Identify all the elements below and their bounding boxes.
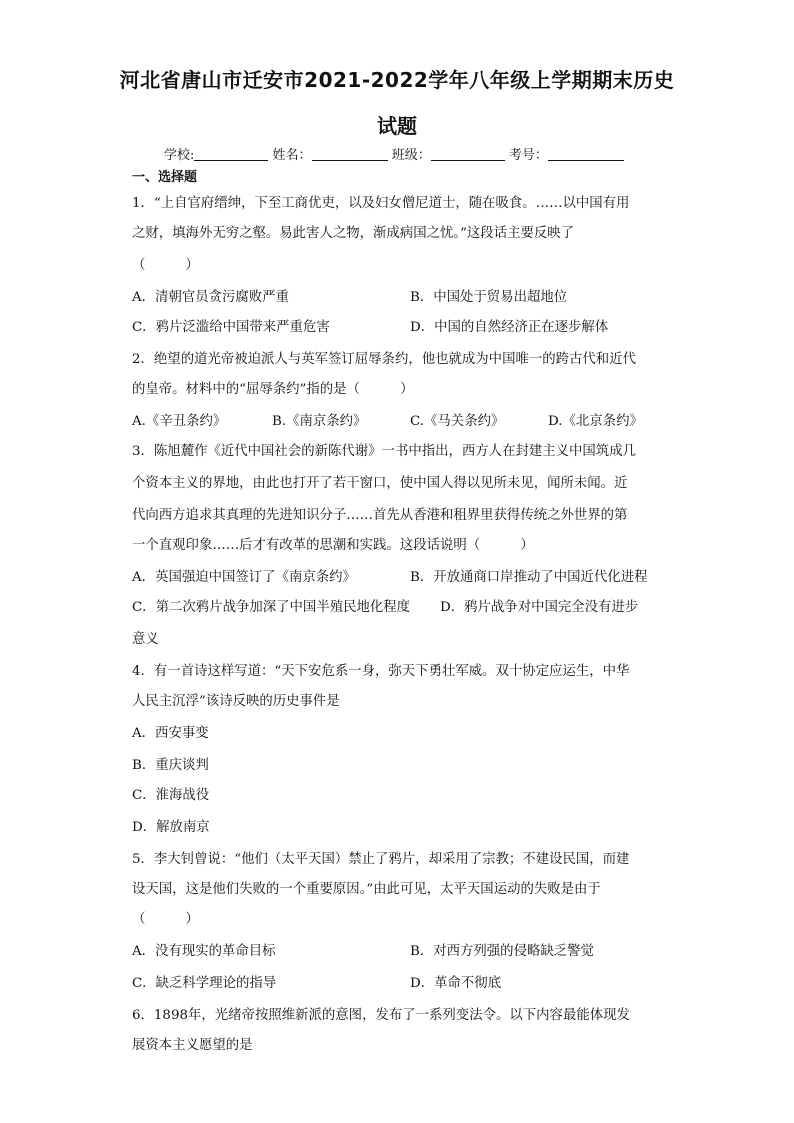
question-3-option-a[interactable]: A．英国强迫中国签订了《南京条约》 xyxy=(132,570,356,585)
question-3-option-d-continued: 意义 xyxy=(132,632,159,647)
question-3-line-3: 代向西方追求其真理的先进知识分子……首先从香港和租界里获得传统之外世界的第 xyxy=(132,508,628,523)
question-5-line-2: 设天国，这是他们失败的一个重要原因。”由此可见，太平天国运动的失败是由于 xyxy=(132,882,601,897)
class-field[interactable] xyxy=(431,148,505,161)
section-heading: 一、选择题 xyxy=(132,170,198,185)
question-4-option-c[interactable]: C．淮海战役 xyxy=(132,788,210,803)
question-1-line-3: （ ） xyxy=(132,258,199,273)
question-5-line-3: （ ） xyxy=(132,912,199,927)
question-5-option-c[interactable]: C．缺乏科学理论的指导 xyxy=(132,976,277,991)
question-2-line-2: 的皇帝。材料中的“屈辱条约”指的是（ ） xyxy=(132,382,414,397)
question-1-option-c[interactable]: C．鸦片泛滥给中国带来严重危害 xyxy=(132,320,330,335)
question-2-line-1: 2．绝望的道光帝被迫派人与英军签订屈辱条约，他也就成为中国唯一的跨古代和近代 xyxy=(132,352,636,367)
question-1-option-d[interactable]: D．中国的自然经济正在逐步解体 xyxy=(410,320,609,335)
class-label: 班级： xyxy=(391,148,431,163)
question-1-line-2: 之财，填海外无穷之壑。易此害人之物，渐成病国之忧。”这段话主要反映了 xyxy=(132,226,575,241)
question-3-option-b[interactable]: B．开放通商口岸推动了中国近代化进程 xyxy=(410,570,648,585)
question-2-option-b[interactable]: B.《南京条约》 xyxy=(272,414,367,429)
question-5-option-b[interactable]: B．对西方列强的侵略缺乏警觉 xyxy=(410,944,594,959)
question-3-line-2: 个资本主义的界地，由此也打开了若干窗口，使中国人得以见所未见，闻所未闻。近 xyxy=(132,476,628,491)
school-field[interactable] xyxy=(194,148,268,161)
exam-no-label: 考号： xyxy=(508,148,548,163)
name-label: 姓名： xyxy=(272,148,312,163)
page-title: 河北省唐山市迁安市2021-2022学年八年级上学期期末历史 xyxy=(119,68,675,92)
question-5-option-d[interactable]: D．革命不彻底 xyxy=(410,976,502,991)
question-2-option-a[interactable]: A.《辛丑条约》 xyxy=(132,414,227,429)
question-4-option-d[interactable]: D．解放南京 xyxy=(132,820,210,835)
question-3-option-c[interactable]: C．第二次鸦片战争加深了中国半殖民地化程度 xyxy=(132,600,411,615)
student-info-row xyxy=(164,144,624,163)
question-1-option-b[interactable]: B．中国处于贸易出超地位 xyxy=(410,290,568,305)
question-3-option-d[interactable]: D．鸦片战争对中国完全没有进步 xyxy=(440,600,639,615)
question-5-option-a[interactable]: A．没有现实的革命目标 xyxy=(132,944,276,959)
question-6-line-2: 展资本主义愿望的是 xyxy=(132,1038,253,1053)
name-field[interactable] xyxy=(312,148,388,161)
question-4-option-b[interactable]: B．重庆谈判 xyxy=(132,758,209,773)
question-4-line-1: 4．有一首诗这样写道：“天下安危系一身，弥天下勇壮军威。双十协定应运生，中华 xyxy=(132,664,630,679)
page-title-continued: 试题 xyxy=(377,114,417,138)
school-label: 学校: xyxy=(164,148,195,163)
question-1-line-1: 1．“上自官府缙绅，下至工商优吏，以及妇女僧尼道士，随在吸食。……以中国有用 xyxy=(132,196,630,211)
question-4-option-a[interactable]: A．西安事变 xyxy=(132,726,209,741)
question-3-line-1: 3．陈旭麓作《近代中国社会的新陈代谢》一书中指出，西方人在封建主义中国筑成几 xyxy=(132,444,636,459)
question-2-option-c[interactable]: C.《马关条约》 xyxy=(410,414,505,429)
question-3-line-4: 一个直观印象……后才有改革的思潮和实践。这段话说明（ ） xyxy=(132,538,534,553)
question-5-line-1: 5．李大钊曾说：“他们（太平天国）禁止了鸦片，却采用了宗教；不建设民国，而建 xyxy=(132,852,630,867)
question-6-line-1: 6．1898年，光绪帝按照维新派的意图，发布了一系列变法令。以下内容最能体现发 xyxy=(132,1008,630,1023)
question-4-line-2: 人民主沉浮”该诗反映的历史事件是 xyxy=(132,694,340,709)
question-1-option-a[interactable]: A．清朝官员贪污腐败严重 xyxy=(132,290,289,305)
question-2-option-d[interactable]: D.《北京条约》 xyxy=(548,414,643,429)
exam-no-field[interactable] xyxy=(548,148,624,161)
